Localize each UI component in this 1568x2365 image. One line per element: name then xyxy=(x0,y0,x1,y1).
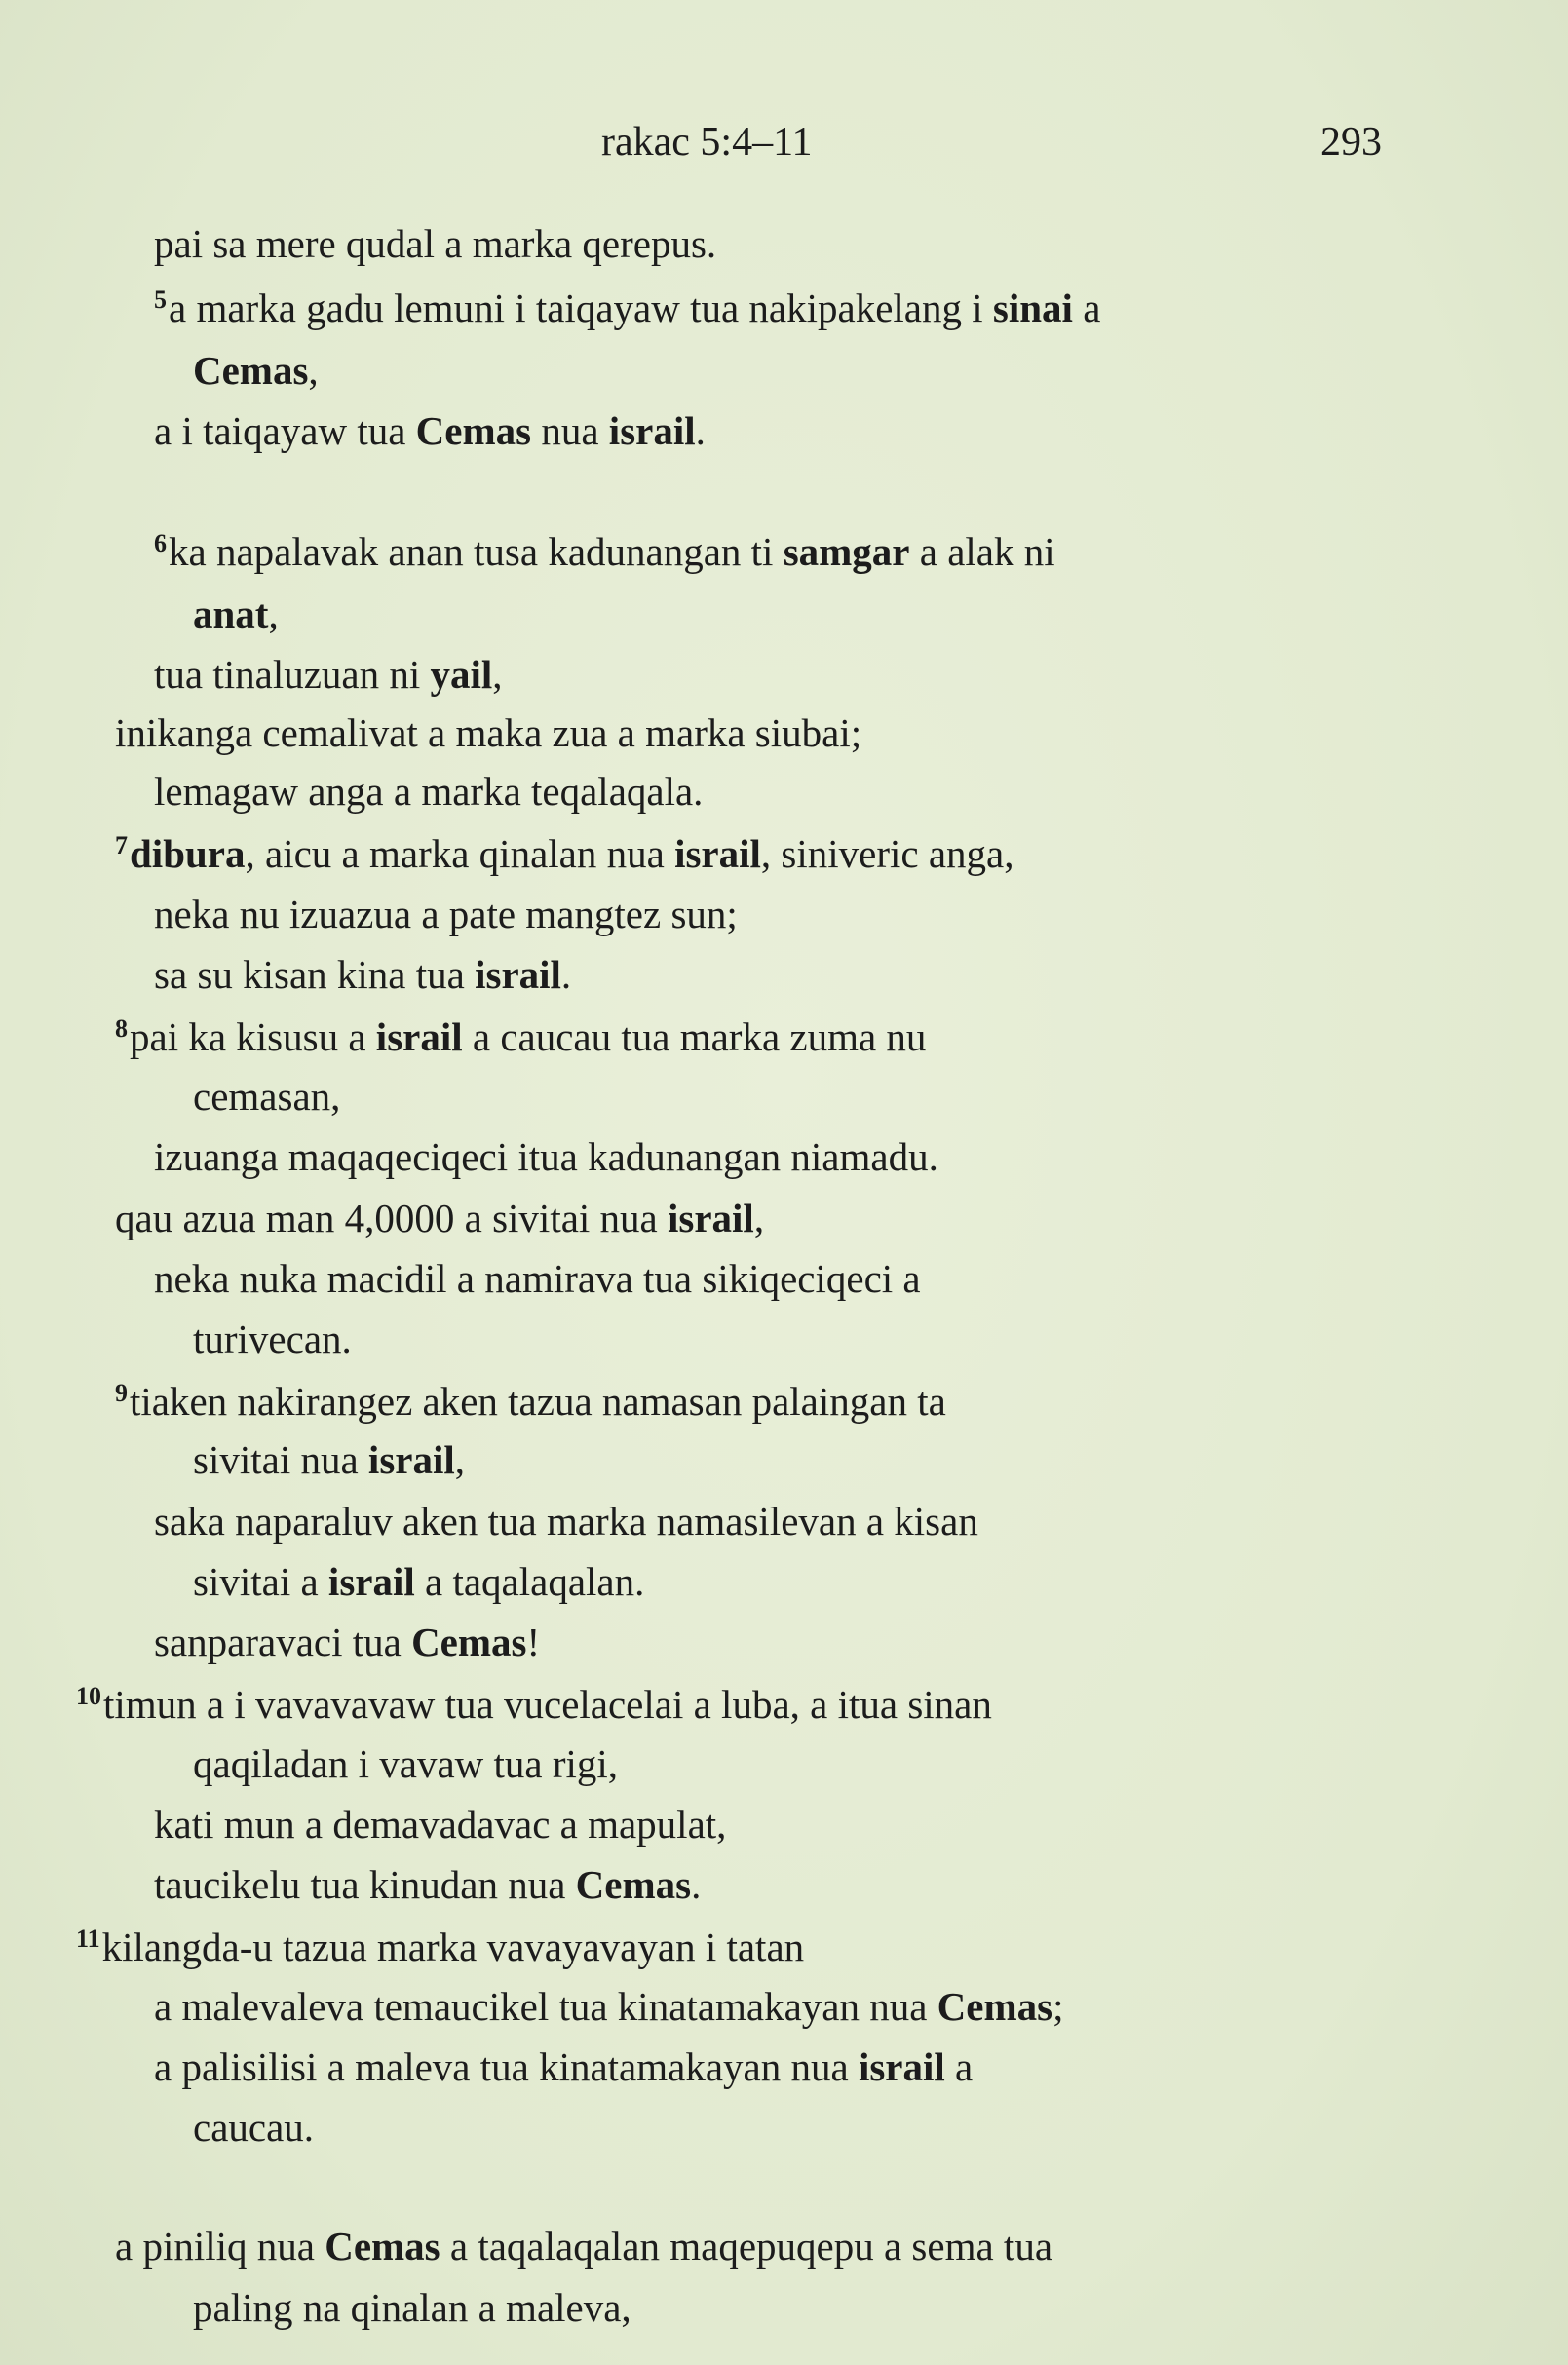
bold-name: israil xyxy=(674,831,761,876)
text-line xyxy=(193,1437,465,1482)
text-line xyxy=(154,408,706,453)
bold-name: Cemas xyxy=(415,408,532,453)
text-run: a marka gadu lemuni i taiqayaw tua nakipakelang i xyxy=(169,286,993,330)
text-run: a taqalaqalan. xyxy=(414,1559,645,1604)
bold-name: yail xyxy=(430,652,493,697)
text-line xyxy=(115,1381,946,1422)
text-run: a taqalaqalan maqepuqepu a sema tua xyxy=(440,2224,1053,2269)
bold-name: israil xyxy=(327,1559,415,1604)
text-line xyxy=(76,1926,804,1967)
text-line xyxy=(154,221,717,266)
text-run: , xyxy=(753,1196,765,1240)
text-run: a xyxy=(1072,286,1101,330)
text-run: . xyxy=(560,952,572,997)
text-line xyxy=(193,348,319,393)
text-run: tua tinaluzuan ni xyxy=(154,652,431,697)
text-run: pai ka kisusu a xyxy=(130,1014,376,1059)
verse-number: 7 xyxy=(115,831,128,859)
text-run: caucau. xyxy=(193,2105,315,2150)
text-run: pai sa mere qudal a marka qerepus. xyxy=(154,221,717,266)
text-line xyxy=(154,1984,1064,2029)
verse-number: 10 xyxy=(76,1682,101,1710)
page-number: 293 xyxy=(1320,120,1382,165)
text-run: qaqiladan i vavaw tua rigi, xyxy=(193,1741,619,1786)
text-line xyxy=(154,1256,921,1301)
text-run: saka naparaluv aken tua marka namasilevan a kisan xyxy=(154,1499,978,1544)
text-run: a piniliq nua xyxy=(115,2224,325,2269)
text-run: a xyxy=(944,2044,974,2089)
text-run: turivecan. xyxy=(193,1316,352,1361)
bold-name: Cemas xyxy=(937,1984,1053,2029)
text-line xyxy=(154,952,572,997)
text-run: sivitai nua xyxy=(193,1437,368,1482)
text-run: ; xyxy=(1052,1984,1064,2029)
verse-number: 11 xyxy=(76,1925,100,1953)
text-run: qau azua man 4,0000 a sivitai nua xyxy=(115,1196,668,1240)
text-run: , aicu a marka qinalan nua xyxy=(245,831,675,876)
text-line xyxy=(193,1316,352,1361)
text-line xyxy=(193,1559,645,1604)
text-run: taucikelu tua kinudan nua xyxy=(154,1862,576,1907)
text-run: , siniveric anga, xyxy=(760,831,1014,876)
text-run: , xyxy=(268,591,279,636)
text-line xyxy=(154,1802,727,1847)
bold-name: israil xyxy=(475,952,561,997)
text-run: tiaken nakirangez aken tazua namasan palaingan ta xyxy=(130,1379,946,1424)
text-run: a palisilisi a maleva tua kinatamakayan nua xyxy=(154,2044,859,2089)
bold-name: Cemas xyxy=(193,348,309,393)
text-run: a alak ni xyxy=(909,529,1055,574)
text-line xyxy=(154,531,1055,572)
bold-name: israil xyxy=(668,1196,754,1240)
text-run: . xyxy=(691,1862,702,1907)
verse-number: 8 xyxy=(115,1014,128,1043)
bold-name: sinai xyxy=(992,286,1073,330)
text-run: nua xyxy=(531,408,609,453)
verse-number: 6 xyxy=(154,529,167,557)
bold-name: dibura xyxy=(130,831,246,876)
text-run: inikanga cemalivat a maka zua a marka siubai; xyxy=(115,710,862,755)
bold-name: Cemas xyxy=(575,1862,692,1907)
bold-name: Cemas xyxy=(411,1620,527,1664)
text-line xyxy=(154,287,1100,328)
text-line xyxy=(193,591,279,636)
text-run: kati mun a demavadavac a mapulat, xyxy=(154,1802,727,1847)
text-line xyxy=(154,1622,540,1662)
verse-number: 9 xyxy=(115,1379,128,1407)
text-run: , xyxy=(492,652,503,697)
text-run: , xyxy=(308,348,319,393)
text-line xyxy=(115,833,1013,874)
bold-name: israil xyxy=(858,2044,945,2089)
text-run: cemasan, xyxy=(193,1074,341,1119)
text-run: sanparavaci tua xyxy=(154,1620,412,1664)
text-line xyxy=(193,1074,341,1119)
text-line xyxy=(154,1862,702,1907)
text-run: a malevaleva temaucikel tua kinatamakayan nua xyxy=(154,1984,937,2029)
text-run: lemagaw anga a marka teqalaqala. xyxy=(154,769,704,814)
text-line xyxy=(76,1684,992,1725)
bold-name: israil xyxy=(367,1437,455,1482)
text-line xyxy=(154,1134,938,1179)
text-line xyxy=(193,2285,631,2330)
text-line xyxy=(115,1016,926,1057)
text-run: ! xyxy=(526,1620,541,1664)
bold-name: israil xyxy=(608,408,696,453)
text-run: sivitai a xyxy=(193,1559,328,1604)
text-line xyxy=(154,2044,974,2089)
text-line xyxy=(154,892,738,936)
text-line xyxy=(154,652,503,697)
text-run: timun a i vavavavaw tua vucelacelai a luba, a itua sinan xyxy=(103,1682,992,1727)
text-run: sa su kisan kina tua xyxy=(154,952,476,997)
text-run: a i taiqayaw tua xyxy=(154,408,416,453)
text-run: , xyxy=(454,1437,465,1482)
running-head: rakac 5:4–11 xyxy=(601,120,813,165)
page-header xyxy=(0,119,1568,168)
text-run: kilangda-u tazua marka vavayavayan i tatan xyxy=(101,1925,805,1969)
bold-name: israil xyxy=(375,1014,463,1059)
text-run: neka nu izuazua a pate mangtez sun; xyxy=(154,892,738,936)
text-line xyxy=(154,769,704,814)
text-run: . xyxy=(695,408,706,453)
text-run: izuanga maqaqeciqeci itua kadunangan niamadu. xyxy=(154,1134,938,1179)
text-line xyxy=(115,710,862,755)
text-run: neka nuka macidil a namirava tua sikiqeciqeci a xyxy=(154,1256,921,1301)
text-line xyxy=(193,2105,315,2150)
verse-number: 5 xyxy=(154,286,167,314)
text-line xyxy=(154,1499,978,1544)
bold-name: Cemas xyxy=(325,2224,440,2269)
text-run: a caucau tua marka zuma nu xyxy=(462,1014,927,1059)
bold-name: samgar xyxy=(783,529,910,574)
text-line xyxy=(193,1741,619,1786)
text-line xyxy=(115,1196,765,1240)
text-run: ka napalavak anan tusa kadunangan ti xyxy=(169,529,784,574)
bold-name: anat xyxy=(193,591,269,636)
text-run: paling na qinalan a maleva, xyxy=(193,2285,631,2330)
text-line xyxy=(115,2224,1053,2269)
